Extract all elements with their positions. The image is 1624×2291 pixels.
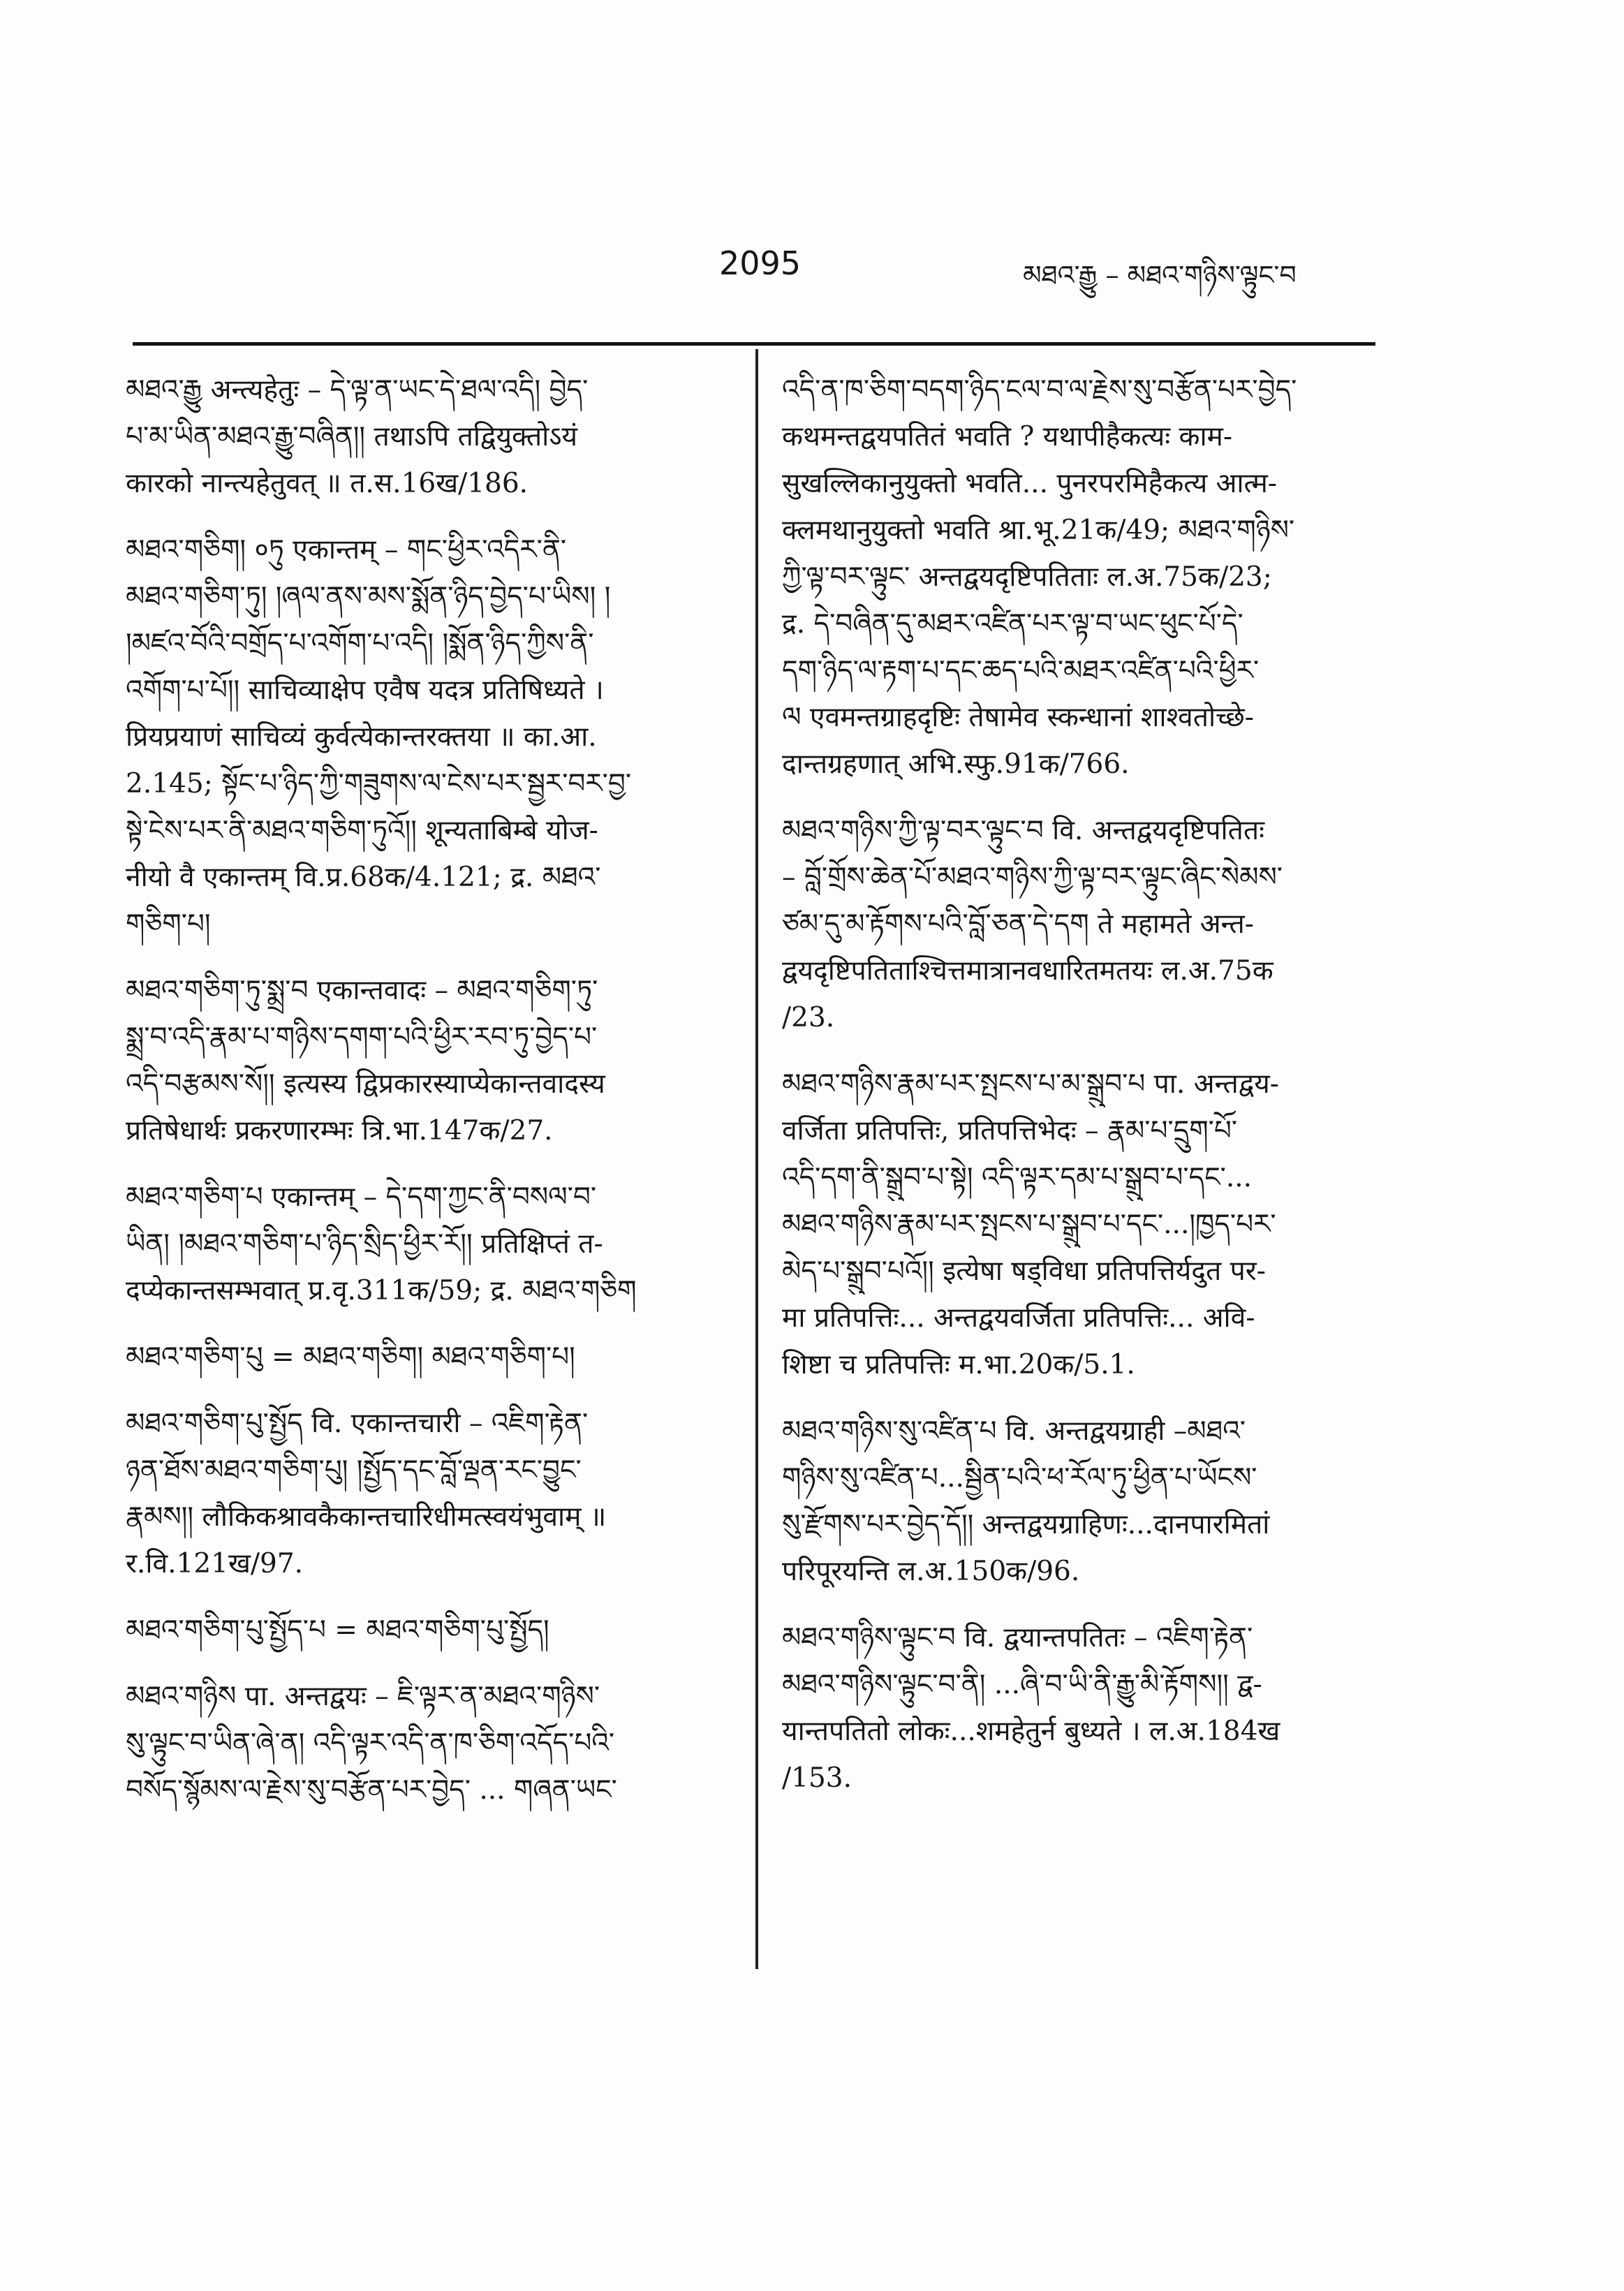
entry-line: प्रतिषेधार्थः प्रकरणारम्भः त्रि.भा.147क/27. (126, 1115, 553, 1147)
entry-line: ཀྱི་ལྟ་བར་ལྟུང་ अन्तद्वयदृष्टिपतिताः ल.अ.75क/23; (782, 561, 1272, 593)
entry-line: མཐའ་གཅིག་པུ་སྤྱོད वि. एकान्तचारी – འཇིག་རྟེན་ (126, 1408, 589, 1439)
entry-line: मा प्रतिपत्तिः... अन्तद्वयवर्जिता प्रतिपत्तिः... अवि- (782, 1302, 1255, 1334)
entry-line: མཐའ་གཅིག་ཏུ། །ཞལ་ནས་མས་སྨོན་ཉིད་བྱེད་པ་ཡིས། ། (126, 581, 611, 612)
dictionary-entry (126, 1607, 733, 1653)
entry-line: མཐའ་རྒྱུ अन्त्यहेतुः – དེ་ལྟ་ན་ཡང་དེ་ཐལ་འདི། བྱེད་ (126, 374, 589, 406)
entry-line: कारको नान्त्यहेतुवत् ॥ त.स.16ख/186. (126, 468, 529, 499)
entry-line: སུ་རྫོགས་པར་བྱེད་དོ།། अन्तद्वयग्राहिणः...दानपारमितां (782, 1509, 1270, 1540)
page-number: 2095 (719, 244, 802, 282)
entry-line: ཉན་ཐོས་མཐའ་གཅིག་པུ། །སྤྱོད་དང་བློ་ལྡན་རང་བྱུང་ (126, 1454, 582, 1486)
entry-line: མཐའ་གཅིག་ཏུ་སྨྲ་བ एकान्तवादः – མཐའ་གཅིག་ཏུ་ (126, 975, 598, 1006)
left-column (126, 367, 733, 1833)
entry-line: /153. (782, 1762, 852, 1794)
entry-line: दान्तग्रहणात् अभि.स्फु.91क/766. (782, 749, 1130, 780)
entry-line: མཐའ་གཉིས་ཀྱི་ལྟ་བར་ལྟུང་བ वि. अन्तद्वयदृष्टिपतितः (782, 815, 1264, 846)
right-column (782, 367, 1382, 1821)
entry-line: དག་ཉིད་ལ་རྟག་པ་དང་ཆད་པའི་མཐར་འཛིན་པའི་ཕྱིར་ (782, 655, 1260, 686)
entry-line: र.वि.121ख/97. (126, 1548, 304, 1579)
entry-line: མཐའ་གཅིག་པ एकान्तम् – དེ་དག་ཀྱང་ནི་བསལ་བ་ (126, 1181, 597, 1213)
entry-line: མཐའ་གཉིས पा. अन्तद्वयः – ཇི་ལྟར་ན་མཐའ་གཉིས་ (126, 1681, 600, 1712)
entry-line: प्रियप्रयाणं साचिव्यं कुर्वत्येकान्तरक्तया ॥ का.आ. (126, 721, 597, 753)
dictionary-entry (126, 967, 733, 1154)
entry-line: རྣམས།། लौकिकश्रावकैकान्तचारिधीमत्स्वयंभुवाम् ॥ (126, 1501, 607, 1533)
entry-line: མཐའ་གཉིས་ལྟུང་བ वि. द्वयान्तपतितः – འཇིག་རྟེན་ (782, 1622, 1253, 1653)
dictionary-entry (782, 1614, 1382, 1802)
entry-line: सुखल्लिकानुयुक्तो भवति... पुनरपरमिहैकत्य आत्म- (782, 468, 1277, 499)
entry-line: འགོག་པ་པོ།། साचिव्याक्षेप एवैष यदत्र प्रतिषिध्यते । (126, 675, 604, 706)
entry-line: མེད་པ་སྒྲུབ་པའོ།། इत्येषा षड्विधा प्रतिपत्तिर्यदुत पर- (782, 1255, 1266, 1287)
dictionary-entry (126, 367, 733, 507)
dictionary-entry (782, 807, 1382, 1041)
entry-line: སྟེ་ངེས་པར་ནི་མཐའ་གཅིག་ཏུའོ།། शून्यताबिम्बे योज- (126, 815, 598, 846)
entry-line: ཙམ་དུ་མ་རྟོགས་པའི་བློ་ཅན་དེ་དག ते महामते अन्त- (782, 908, 1254, 940)
entry-line: འདི་བརྩམས་སོ།། इत्यस्य द्विप्रकारस्याप्येकान्तवादस्य (126, 1068, 605, 1100)
entry-line: यान्तपतितो लोकः...शमहेतुर्न बुध्यते । ल.अ.184ख (782, 1716, 1280, 1747)
entry-line: 2.145; སྟོང་པ་ཉིད་ཀྱི་གཟུགས་ལ་ངེས་པར་སྦྱར་བར་བྱ་ (126, 768, 632, 800)
entry-line: མཐའ་གཉིས་སུ་འཛིན་པ वि. अन्तद्वयग्राही –མཐའ་ (782, 1415, 1246, 1447)
entry-line: མཐའ་གཉིས་རྣམ་པར་སྤངས་པ་མ་སྒྲུབ་པ पा. अन्तद्वय- (782, 1068, 1279, 1100)
entry-line: – བློ་གྲོས་ཆེན་པོ་མཐའ་གཉིས་ཀྱི་ལྟ་བར་ལྟུང་ཞིང་སེམས་ (782, 862, 1283, 893)
entry-line: གཅིག་པ། (126, 908, 211, 940)
entry-line: परिपूरयन्ति ल.अ.150क/96. (782, 1556, 1080, 1587)
entry-line: द्वयदृष्टिपतिताश्चित्तमात्रानवधारितमतयः ल.अ.75क (782, 955, 1274, 987)
dictionary-entry (126, 1174, 733, 1314)
running-head: མཐའ་རྒྱུ – མཐའ་གཉིས་ལྟུང་བ (1023, 260, 1297, 290)
entry-line: མཐའ་གཅིག། ०ཏུ एकान्तम् – གང་ཕྱིར་འདིར་ནི་ (126, 534, 567, 566)
entry-line: གཉིས་སུ་འཛིན་པ...སྦྱིན་པའི་ཕ་རོལ་ཏུ་ཕྱིན་པ་ཡོངས་ (782, 1462, 1257, 1494)
entry-line: /23. (782, 1002, 835, 1033)
entry-line: द्र. དེ་བཞིན་དུ་མཐར་འཛིན་པར་ལྟ་བ་ཡང་ཕུང་པོ་དེ་ (782, 608, 1243, 640)
dictionary-entry (782, 367, 1382, 788)
dictionary-entry (126, 1673, 733, 1813)
entry-line: वर्जिता प्रतिपत्तिः, प्रतिपत्तिभेदः – རྣམ་པ་དྲུག་པོ་ (782, 1115, 1238, 1147)
entry-line: མཐའ་གཅིག་པུ = མཐའ་གཅིག། མཐའ་གཅིག་པ། (126, 1341, 575, 1373)
entry-line: दप्येकान्तसम्भवात् प्र.वृ.311क/59; द्र. མཐའ་གཅིག (126, 1275, 637, 1306)
entry-line: །མཛའ་བོའི་བགྲོད་པ་འགོག་པ་འདི། །སྨོན་ཉིད་ཀྱིས་ནི་ (126, 628, 594, 659)
entry-line: ལ एवमन्तग्राहदृष्टिः तेषामेव स्कन्धानां शाश्वतोच्छे- (782, 702, 1254, 733)
header-rule (133, 342, 1375, 346)
dictionary-entry (126, 526, 733, 948)
entry-line: नीयो वै एकान्तम् वि.प्र.68क/4.121; द्र. མཐའ་ (126, 862, 601, 893)
dictionary-entry (126, 1400, 733, 1587)
dictionary-entry (126, 1334, 733, 1380)
entry-line: སུ་ལྟུང་བ་ཡིན་ཞེ་ན། འདི་ལྟར་འདི་ན་ཁ་ཅིག་འདོད་པའི་ (126, 1728, 615, 1759)
entry-line: क्लमथानुयुक्तो भवति श्रा.भू.21क/49; མཐའ་གཉིས་ (782, 515, 1295, 546)
entry-line: कथमन्तद्वयपतितं भवति ? यथापीहैकत्यः काम- (782, 421, 1233, 452)
entry-line: པ་མ་ཡིན་མཐའ་རྒྱུ་བཞིན།། तथाऽपि तद्वियुक्तोऽयं (126, 421, 578, 452)
entry-line: शिष्टा च प्रतिपत्तिः म.भा.20क/5.1. (782, 1349, 1135, 1380)
column-divider (755, 349, 758, 1969)
dictionary-entry (782, 1061, 1382, 1388)
entry-line: སྨྲ་བ་འདི་རྣམ་པ་གཉིས་དགག་པའི་ཕྱིར་རབ་ཏུ་བྱེད་པ་ (126, 1022, 598, 1053)
entry-line: འདི་ན་ཁ་ཅིག་བདག་ཉིད་ངལ་བ་ལ་རྗེས་སུ་བརྩོན་པར་བྱེད་ (782, 374, 1297, 406)
entry-line: མཐའ་གཉིས་རྣམ་པར་སྤངས་པ་སྒྲུབ་པ་དང་...།ཁྱད་པར་ (782, 1209, 1276, 1240)
dictionary-entry (782, 1408, 1382, 1595)
entry-line: འདི་དག་ནི་སྒྲུབ་པ་སྟེ། འདི་ལྟར་དམ་པ་སྒྲུབ་པ་དང་... (782, 1162, 1253, 1193)
entry-line: ཡིན། །མཐའ་གཅིག་པ་ཉིད་སྲིད་ཕྱིར་རོ།། प्रतिक्षिप्तं त- (126, 1228, 603, 1260)
entry-line: བསོད་སྙོམས་ལ་རྗེས་སུ་བརྩོན་པར་བྱེད་ ... གཞན་ཡང་ (126, 1774, 617, 1806)
entry-line: མཐའ་གཅིག་པུ་སྤྱོད་པ = མཐའ་གཅིག་པུ་སྤྱོད། (126, 1614, 549, 1646)
entry-line: མཐའ་གཉིས་ལྟུང་བ་ནི། ...ཞི་བ་ཡི་ནི་རྒྱུ་མི་རྟོགས།། द्व- (782, 1669, 1262, 1700)
